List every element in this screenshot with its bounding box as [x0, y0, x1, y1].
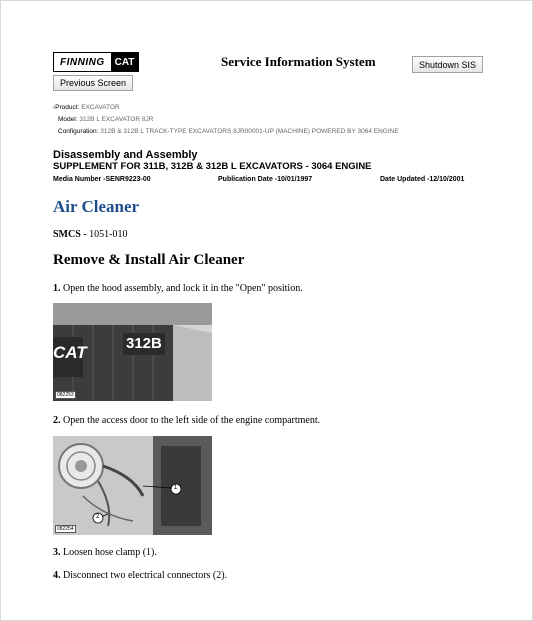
finning-cat-logo	[53, 52, 139, 72]
image-caption: 082254	[57, 526, 74, 532]
smcs-code	[53, 229, 127, 240]
step-text: Open the access door to the left side of the engine compartment.	[63, 415, 321, 426]
model-value: 312B L EXCAVATOR 8JR	[79, 116, 154, 123]
shutdown-sis-button[interactable]: Shutdown SIS	[412, 56, 483, 73]
step-number: 1.	[53, 283, 61, 294]
callout-1: 1	[174, 485, 178, 491]
logo-cat: CAT	[111, 53, 139, 71]
previous-screen-button[interactable]: Previous Screen	[53, 75, 133, 91]
back-arrow-icon[interactable]: ‹	[53, 104, 56, 111]
product-line	[53, 104, 120, 111]
model-label: Model:	[58, 116, 78, 123]
step-text: Disconnect two electrical connectors (2).	[63, 570, 228, 581]
step-text: Open the hood assembly, and lock it in the "Open" position.	[63, 283, 303, 294]
page-title: Air Cleaner	[53, 197, 140, 216]
step-text: Loosen hose clamp (1).	[63, 547, 157, 558]
supplement-heading: SUPPLEMENT FOR 311B, 312B & 312B L EXCAVATORS - 3064 ENGINE	[53, 161, 372, 172]
callout-2: 2	[96, 514, 100, 520]
app-title: Service Information System	[221, 54, 376, 69]
smcs-value: 1051-010	[89, 229, 128, 240]
image-caption: 082253	[57, 392, 74, 398]
cat-logo: CAT	[53, 343, 87, 362]
step-1	[53, 283, 303, 294]
step-4	[53, 570, 227, 581]
config-label: Configuration:	[58, 128, 99, 135]
step-3	[53, 547, 157, 558]
product-label: Product:	[55, 104, 80, 111]
logo-finning: FINNING	[54, 53, 111, 71]
model-line	[58, 116, 153, 123]
step-number: 4.	[53, 570, 61, 581]
engine-illustration	[53, 436, 212, 535]
date-updated: Date Updated -12/10/2001	[380, 176, 465, 183]
model-decal: 312B	[126, 335, 162, 352]
configuration-line	[58, 128, 399, 135]
section-heading: Disassembly and Assembly	[53, 149, 198, 161]
step-number: 2.	[53, 415, 61, 426]
step-number: 3.	[53, 547, 61, 558]
config-value: 312B & 312B L TRACK-TYPE EXCAVATORS 8JR00001-UP (MACHINE) POWERED BY 3064 ENGINE	[100, 128, 399, 135]
step-2	[53, 415, 320, 426]
publication-date: Publication Date -10/01/1997	[218, 176, 313, 183]
engine-compartment-image	[53, 436, 212, 535]
product-value: EXCAVATOR	[81, 104, 120, 111]
procedure-heading: Remove & Install Air Cleaner	[53, 252, 245, 268]
hood-image	[53, 303, 212, 401]
media-number: Media Number -SENR9223-00	[53, 176, 151, 183]
smcs-label: SMCS -	[53, 229, 87, 240]
